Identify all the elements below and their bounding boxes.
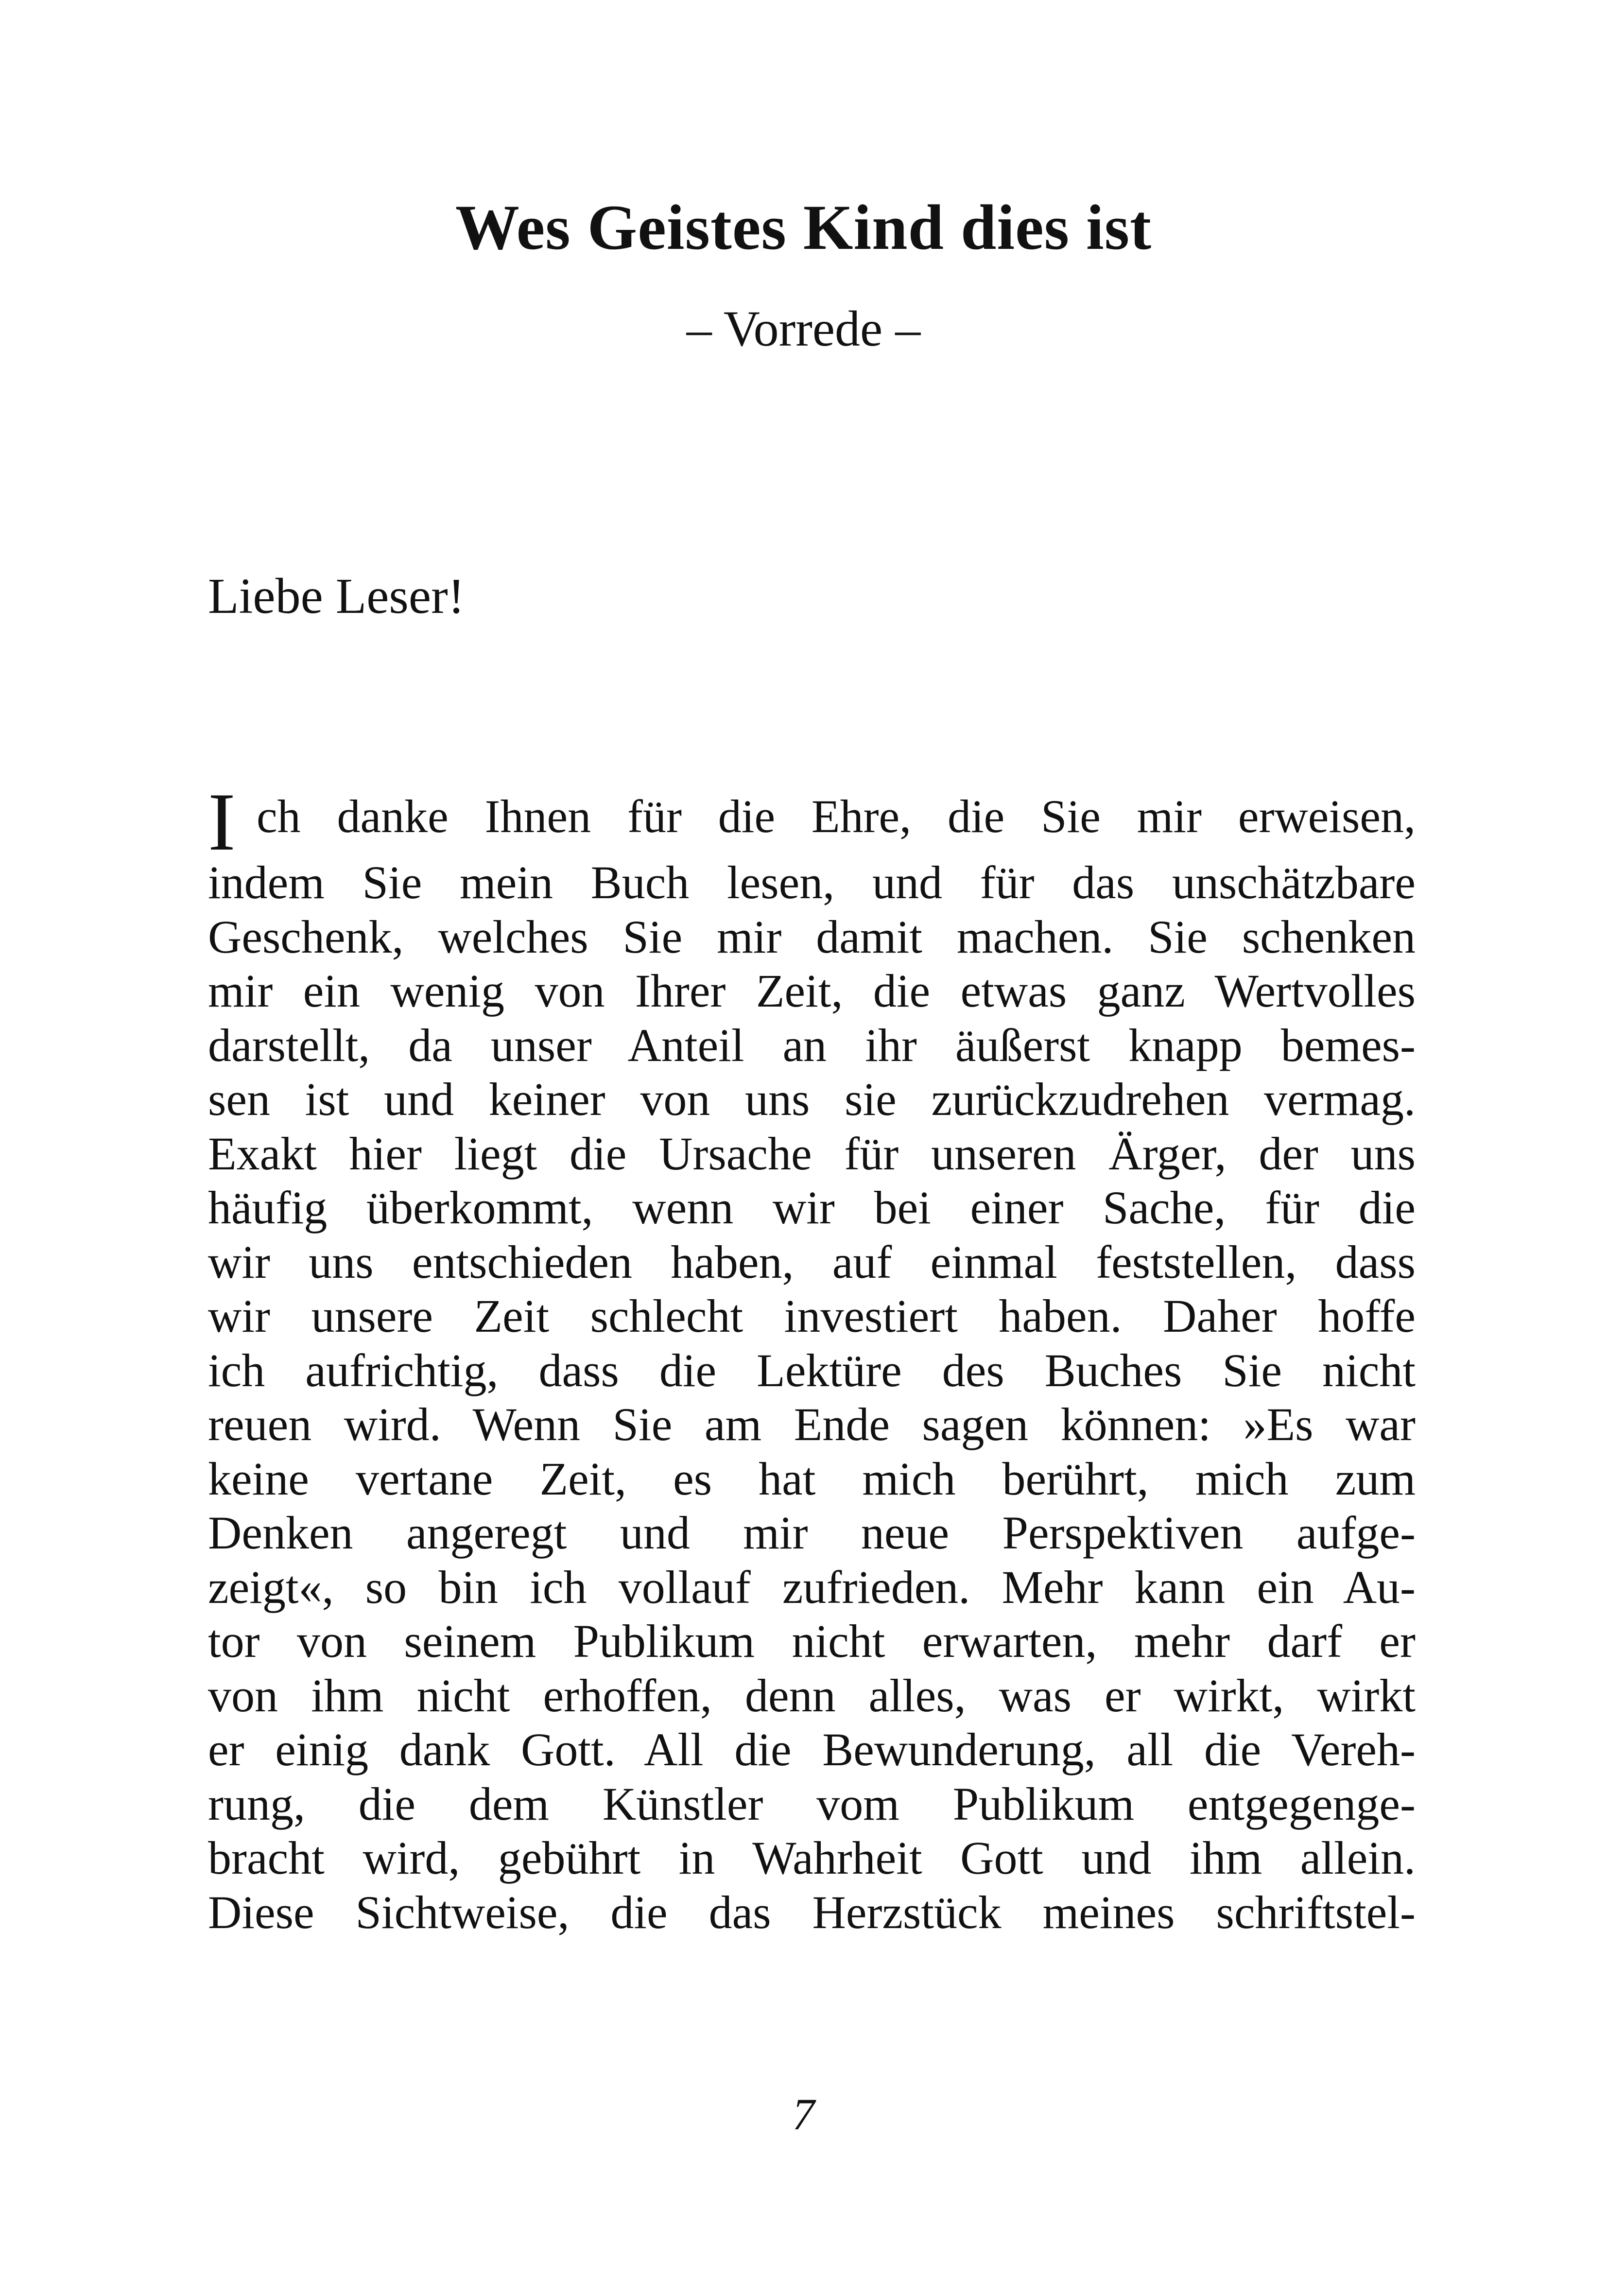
text-line: ich aufrichtig, dass die Lektüre des Buches Sie nicht (208, 1344, 1416, 1396)
text-line: tor von seinem Publikum nicht erwarten, mehr darf er (208, 1615, 1416, 1667)
text-line: mir ein wenig von Ihrer Zeit, die etwas ganz Wertvolles (208, 965, 1416, 1017)
chapter-subtitle: – Vorrede – (686, 301, 921, 357)
text-line: häufig überkommt, wenn wir bei einer Sache, für die (208, 1182, 1416, 1234)
page-number: 7 (792, 2089, 815, 2139)
text-line: Diese Sichtweise, die das Herzstück meines schriftstel- (208, 1886, 1416, 1938)
text-line: rung, die dem Künstler vom Publikum entgegenge- (208, 1777, 1416, 1830)
text-line: Denken angeregt und mir neue Perspektiven aufge- (208, 1507, 1416, 1559)
text-line: wir unsere Zeit schlecht investiert haben. Daher hoffe (208, 1290, 1416, 1342)
text-line: wir uns entschieden haben, auf einmal feststellen, dass (208, 1235, 1416, 1288)
text-line: Geschenk, welches Sie mir damit machen. Sie schenken (208, 910, 1416, 963)
salutation: Liebe Leser! (208, 568, 465, 624)
text-line: reuen wird. Wenn Sie am Ende sagen können: »Es war (208, 1398, 1416, 1450)
text-line: darstellt, da unser Anteil an ihr äußerst knapp bemes- (208, 1019, 1416, 1071)
text-line: indem Sie mein Buch lesen, und für das unschätzbare (208, 856, 1416, 908)
body-paragraph (208, 778, 1416, 1939)
text-line: zeigt«, so bin ich vollauf zufrieden. Mehr kann ein Au- (208, 1561, 1416, 1613)
chapter-title: Wes Geistes Kind dies ist (455, 191, 1152, 263)
text-line: Exakt hier liegt die Ursache für unseren Ärger, der uns (208, 1127, 1416, 1180)
text-line: bracht wird, gebührt in Wahrheit Gott und ihm allein. (208, 1832, 1416, 1884)
text-line-content: ch danke Ihnen für die Ehre, die Sie mir erweisen, (257, 790, 1416, 842)
text-line (208, 776, 1416, 868)
drop-cap: I (208, 776, 236, 868)
text-line: von ihm nicht erhoffen, denn alles, was er wirkt, wirkt (208, 1669, 1416, 1722)
text-line: er einig dank Gott. All die Bewunderung, all die Vereh- (208, 1723, 1416, 1775)
text-line: sen ist und keiner von uns sie zurückzudrehen vermag. (208, 1073, 1416, 1125)
text-line: keine vertane Zeit, es hat mich berührt, mich zum (208, 1452, 1416, 1505)
